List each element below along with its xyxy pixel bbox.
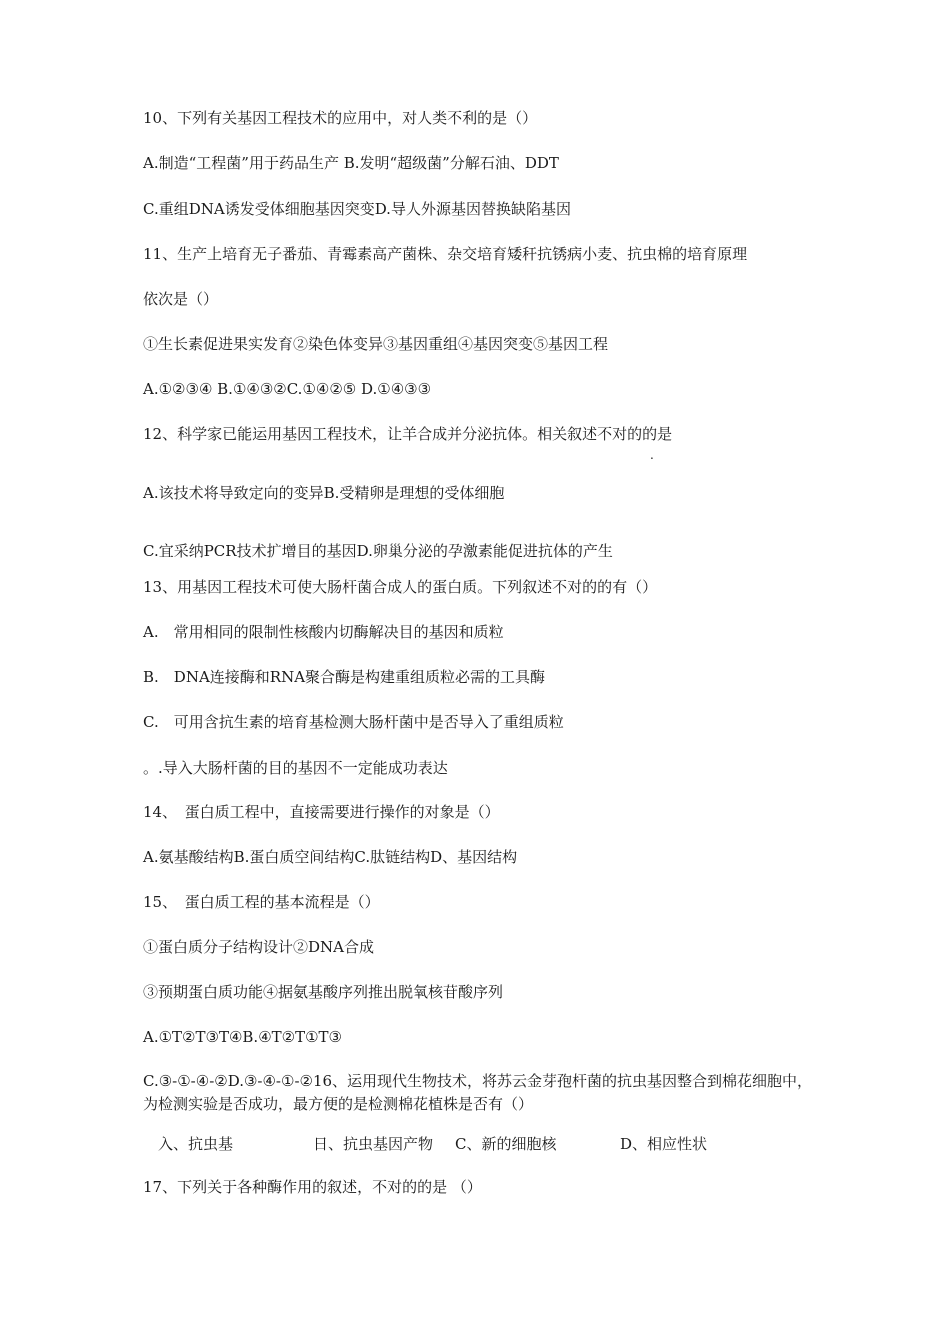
question-15-options-ab: A.①T②T③T④B.④T②T①T③ [143, 1028, 342, 1046]
question-12-stem: 12、科学家已能运用基因工程技术，让羊合成并分泌抗体。相关叙述不对的的是 [143, 425, 673, 443]
question-13-option-d: 。.导入大肠杆菌的目的基因不一定能成功表达 [143, 759, 448, 777]
question-12-options-cd: C.宜采纳PCR技术扩增目的基因D.卵巢分泌的孕激素能促进抗体的产生 [143, 542, 613, 560]
question-11-stem: 11、生产上培育无子番茄、青霉素高产菌株、杂交培育矮秆抗锈病小麦、抗虫棉的培育原理 [143, 245, 748, 263]
question-16-option-c: C、新的细胞核 [455, 1135, 557, 1153]
question-13-option-b: B. DNA连接酶和RNA聚合酶是构建重组质粒必需的工具酶 [143, 668, 546, 686]
question-11-items: ①生长素促进果实发育②染色体变异③基因重组④基因突变⑤基因工程 [143, 335, 609, 353]
question-10-stem: 10、下列有关基因工程技术的应用中，对人类不利的是（） [143, 109, 538, 127]
question-15-stem: 15、 蛋白质工程的基本流程是（） [143, 893, 380, 911]
question-15-items-12: ①蛋白质分子结构设计②DNA合成 [143, 938, 374, 956]
question-12-options-ab: A.该技术将导致定向的变异B.受精卵是理想的受体细胞 [143, 484, 505, 502]
question-10-options-ab: A.制造“工程菌”用于药品生产 B.发明“超级菌”分解石油、DDT [143, 154, 559, 172]
question-14-stem: 14、 蛋白质工程中，直接需要进行操作的对象是（） [143, 803, 500, 821]
question-17-stem: 17、下列关于各种酶作用的叙述，不对的的是 （） [143, 1178, 482, 1196]
question-15-cd-and-question-16-stem: C.③-①-④-②D.③-④-①-②16、运用现代生物技术，将苏云金芽孢杆菌的抗虫基因整合到棉花细胞中，为检测实验是否成功，最方便的是检测棉花植株是否有（） [143, 1072, 813, 1113]
question-16-option-b: 日、抗虫基因产物 [313, 1135, 434, 1153]
question-13-option-a: A. 常用相同的限制性核酸内切酶解决目的基因和质粒 [143, 623, 504, 641]
stray-dot-mark: . [650, 448, 654, 462]
question-13-stem: 13、用基因工程技术可使大肠杆菌合成人的蛋白质。下列叙述不对的的有（） [143, 578, 658, 596]
question-14-options: A.氨基酸结构B.蛋白质空间结构C.肽链结构D、基因结构 [143, 848, 518, 866]
question-11-options: A.①②③④ B.①④③②C.①④②⑤ D.①④③③ [143, 380, 432, 398]
question-16-option-d: D、相应性状 [620, 1135, 708, 1153]
question-10-options-cd: C.重组DNA诱发受体细胞基因突变D.导人外源基因替换缺陷基因 [143, 200, 571, 218]
question-16-option-a: 入、抗虫基 [158, 1135, 234, 1153]
question-11-stem-cont: 依次是（） [143, 290, 219, 308]
question-15-items-34: ③预期蛋白质功能④据氨基酸序列推出脱氧核苷酸序列 [143, 983, 504, 1001]
question-13-option-c: C. 可用含抗生素的培育基检测大肠杆菌中是否导入了重组质粒 [143, 713, 564, 731]
